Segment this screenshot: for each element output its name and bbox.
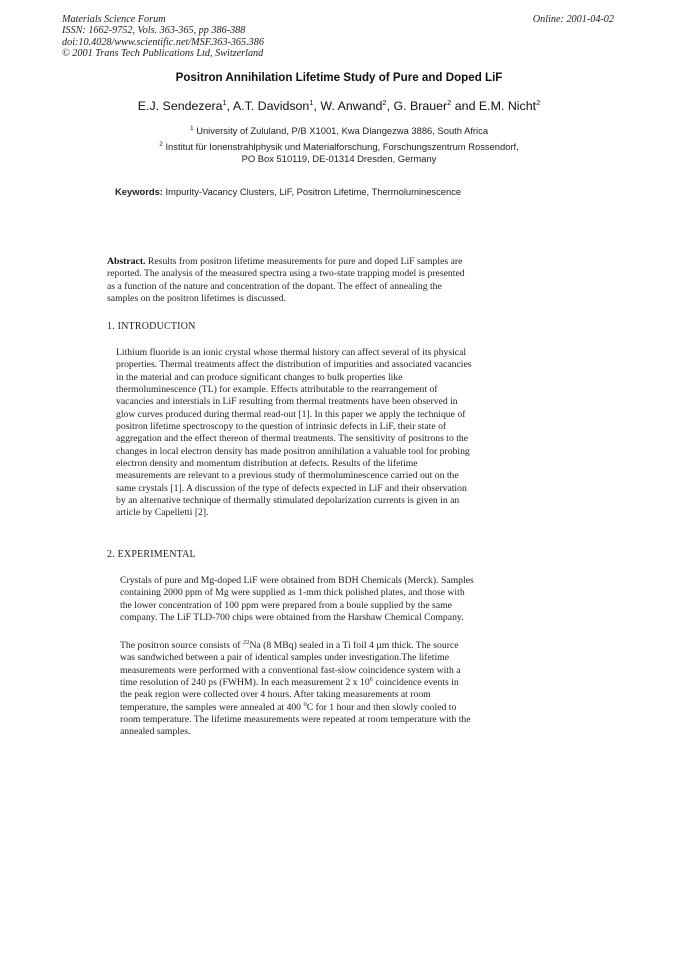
- text-segment: The positron source consists of: [120, 640, 243, 651]
- text-segment: Na (8 MBq) sealed in a Ti foil 4 µm thick. The source: [249, 640, 459, 651]
- text-segment: C for 1 hour and then slowly cooled to: [306, 701, 457, 713]
- abstract-label: Abstract.: [107, 256, 146, 267]
- abstract-line: samples on the positron lifetimes is discussed.: [107, 293, 286, 305]
- experimental-paragraph-1: [120, 575, 474, 624]
- text-line: properties. Thermal treatments affect the distribution of impurities and associated vacancies: [116, 359, 472, 371]
- introduction-paragraph: [116, 347, 472, 520]
- text-line: thermoluminescence (TL) for example. Effects attributable to the rearrangement of: [116, 384, 438, 396]
- text-line: positron lifetime spectroscopy to the question of intrinsic defects in LiF, their state of: [116, 421, 447, 433]
- section-heading-introduction: 1. INTRODUCTION: [107, 321, 196, 332]
- text-line: Lithium fluoride is an ionic crystal whose thermal history can affect several of its physical: [116, 347, 467, 358]
- text-line: the peak region were collected over 4 hours. After taking measurements at room: [120, 689, 431, 701]
- author-list: E.J. Sendezera$^1$, A.T. Davidson$^1$, W. Anwand$^2$, G. Brauer$^2$ and E.M. Nicht$^2$: [137, 98, 541, 113]
- abstract-line: reported. The analysis of the measured spectra using a two-state trapping model is presented: [107, 268, 465, 280]
- affiliation-text: University of Zululand, P/B X1001, Kwa Dlangezwa 3886, South Africa: [196, 125, 489, 136]
- text-line: by an alternative technique of thermally stimulated depolarization currents is given in an: [116, 495, 460, 507]
- text-segment: temperature, the samples were annealed at 400: [120, 701, 304, 713]
- text-line: [120, 702, 471, 714]
- text-line: annealed samples.: [120, 726, 191, 738]
- text-line: company. The LiF TLD-700 chips were obtained from the Harshaw Chemical Company.: [120, 612, 464, 624]
- text-line: same crystals [1]. A discussion of the type of defects expected in LiF and their observation: [116, 482, 467, 494]
- affiliation-1: [0, 125, 678, 137]
- text-segment: time resolution of 240 ps (FWHM). In each measurement 2 x 10: [120, 677, 370, 689]
- text-line: article by Capelletti [2].: [116, 507, 209, 519]
- abstract: [107, 256, 465, 305]
- issn-line: ISSN: 1662-9752, Vols. 363-365, pp 386-388: [62, 25, 246, 37]
- superscript: 0: [303, 700, 307, 708]
- text-line: aggregation and the effect thereon of thermal treatments. The sensitivity of positrons to the: [116, 433, 469, 445]
- paper-title: Positron Annihilation Lifetime Study of Pure and Doped LiF: [175, 71, 503, 84]
- affiliation-number: 2: [159, 141, 163, 148]
- text-line: in the material and can produce significant changes to bulk properties like: [116, 371, 403, 383]
- abstract-line: Results from positron lifetime measurements for pure and doped LiF samples are: [147, 256, 463, 267]
- section-heading-experimental: 2. EXPERIMENTAL: [107, 549, 196, 560]
- text-line: [120, 640, 471, 652]
- text-line: glow curves produced during thermal read-out [1]. In this paper we apply the technique of: [116, 408, 466, 420]
- text-line: containing 2000 ppm of Mg were supplied as 1-mm thick polished plates, and those with: [120, 587, 465, 599]
- author-affiliation-mark: 2: [536, 98, 541, 107]
- text-line: [120, 677, 471, 689]
- text-line: room temperature. The lifetime measurements were repeated at room temperature with the: [120, 714, 471, 726]
- text-line: was sandwiched between a pair of identical samples under investigation.The lifetime: [120, 652, 449, 664]
- author-name: G. Brauer: [393, 99, 448, 113]
- author-name: W. Anwand: [320, 99, 383, 113]
- journal-name: Materials Science Forum: [62, 14, 166, 25]
- copyright-line: © 2001 Trans Tech Publications Ltd, Switzerland: [62, 48, 264, 60]
- affiliation-text: Institut für Ionenstrahlphysik und Materialforschung, Forschungszentrum Rossendorf,: [165, 141, 519, 152]
- abstract-line: as a function of the nature and concentration of the dopant. The effect of annealing the: [107, 280, 442, 292]
- affiliation-text: PO Box 510119, DE-01314 Dresden, Germany: [241, 153, 437, 165]
- author-affiliation-mark: 2: [382, 98, 387, 107]
- text-line: changes in local electron density has made positron annihilation a valuable tool for probing: [116, 445, 470, 457]
- journal-header: [62, 14, 264, 60]
- text-line: measurements are relevant to a previous study of thermoluminescence carried out on the: [116, 470, 459, 482]
- affiliation-2: [0, 141, 678, 165]
- author-affiliation-mark: 1: [222, 98, 227, 107]
- text-line: electron density and momentum distribution at defects. Results of the lifetime: [116, 458, 418, 470]
- experimental-paragraph-2: [120, 640, 471, 739]
- superscript: 6: [369, 676, 373, 684]
- keywords-label: Keywords:: [115, 186, 163, 197]
- online-date: Online: 2001-04-02: [532, 14, 614, 25]
- text-line: vacancies and interstials in LiF resulting from thermal treatments have been observed in: [116, 396, 458, 408]
- superscript: 22: [242, 639, 250, 646]
- doi-line: doi:10.4028/www.scientific.net/MSF.363-365.386: [62, 36, 264, 48]
- author-affiliation-mark: 2: [447, 98, 452, 107]
- author-name: A.T. Davidson: [232, 99, 310, 113]
- author-affiliation-mark: 1: [309, 98, 314, 107]
- text-segment: coincidence events in: [372, 677, 459, 689]
- text-line: Crystals of pure and Mg-doped LiF were obtained from BDH Chemicals (Merck). Samples: [120, 575, 474, 586]
- keywords: [115, 186, 461, 197]
- text-line: measurements were performed with a conventional fast-slow coincidence system with a: [120, 664, 461, 676]
- author-name: E.M. Nicht: [478, 99, 537, 113]
- affiliation-number: 1: [189, 125, 194, 132]
- keywords-text: Impurity-Vacancy Clusters, LiF, Positron Lifetime, Thermoluminescence: [165, 186, 462, 197]
- author-name: E.J. Sendezera: [137, 99, 223, 113]
- text-line: the lower concentration of 100 ppm were prepared from a boule supplied by the same: [120, 599, 452, 611]
